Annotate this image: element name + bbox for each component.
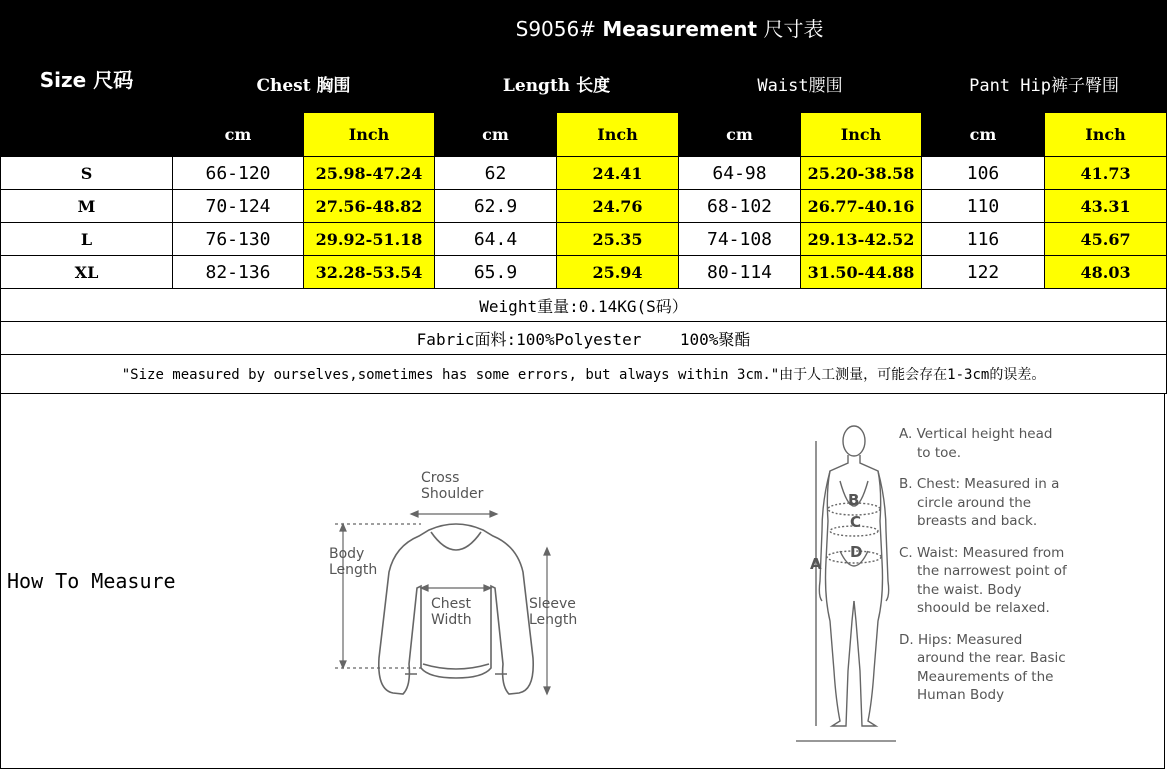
length-cm-cell: 64.4 <box>435 223 557 256</box>
size-cell: XL <box>1 256 173 289</box>
waist-cm-cell: 74-108 <box>679 223 801 256</box>
unit-inch: Inch <box>1045 113 1167 157</box>
chart-title <box>173 1 1167 54</box>
hip-cm-cell: 116 <box>922 223 1045 256</box>
waist-inch-cell: 26.77-40.16 <box>801 190 922 223</box>
length-group-header: Length 长度 <box>435 54 679 113</box>
waist-inch-cell: 29.13-42.52 <box>801 223 922 256</box>
hip-inch-cell: 43.31 <box>1045 190 1167 223</box>
marker-d: D <box>850 543 863 561</box>
waist-cm-cell: 64-98 <box>679 157 801 190</box>
chest-cm-cell: 82-136 <box>173 256 304 289</box>
length-inch-cell: 24.76 <box>557 190 679 223</box>
chest-group-header: Chest 胸围 <box>173 54 435 113</box>
hip-cm-cell: 122 <box>922 256 1045 289</box>
chest-inch-cell: 27.56-48.82 <box>304 190 435 223</box>
hip-cm-cell: 110 <box>922 190 1045 223</box>
unit-cm: cm <box>435 113 557 157</box>
chest-width-label-1: Chest <box>431 596 472 612</box>
disclaimer-note: "Size measured by ourselves,sometimes has some errors, but always within 3cm."由于人工测量，可能会存在1-3cm的误差。 <box>1 355 1167 394</box>
size-cell: M <box>1 190 173 223</box>
title-cn: 尺寸表 <box>763 16 824 41</box>
waist-cm-cell: 80-114 <box>679 256 801 289</box>
body-legend <box>899 425 1069 718</box>
length-cm-cell: 62 <box>435 157 557 190</box>
length-inch-cell: 25.35 <box>557 223 679 256</box>
hip-inch-cell: 45.67 <box>1045 223 1167 256</box>
sweater-diagram <box>321 468 591 708</box>
hip-group-header: Pant Hip裤子臀围 <box>922 54 1167 113</box>
chest-width-label-2: Width <box>431 612 472 628</box>
hip-inch-cell: 48.03 <box>1045 256 1167 289</box>
table-row <box>1 256 1167 289</box>
unit-inch: Inch <box>304 113 435 157</box>
waist-group-header: Waist腰围 <box>679 54 922 113</box>
legend-item-height: A. Vertical height head to toe. <box>899 426 1053 461</box>
how-to-measure-label: How To Measure <box>7 569 176 593</box>
hip-inch-cell: 41.73 <box>1045 157 1167 190</box>
body-length-label-2: Length <box>329 562 378 578</box>
title-bold: Measurement <box>602 16 758 41</box>
size-cell: S <box>1 157 173 190</box>
waist-inch-cell: 31.50-44.88 <box>801 256 922 289</box>
human-body-icon <box>796 426 896 741</box>
legend-item-chest: B. Chest: Measured in a circle around the breasts and back. <box>899 476 1060 529</box>
length-inch-cell: 24.41 <box>557 157 679 190</box>
body-length-label-1: Body <box>329 546 365 562</box>
unit-cm: cm <box>679 113 801 157</box>
legend-item-hips: D. Hips: Measured around the rear. Basic Meaurements of the Human Body <box>899 631 1066 703</box>
title-code: S9056# <box>515 16 596 41</box>
fabric-note: Fabric面料:100%Polyester 100%聚酯 <box>1 322 1167 355</box>
cross-shoulder-label-1: Cross <box>421 470 460 486</box>
legend-item-waist: C. Waist: Measured from the narrowest point of the waist. Body shoould be relaxed. <box>899 544 1067 616</box>
unit-inch: Inch <box>557 113 679 157</box>
unit-inch: Inch <box>801 113 922 157</box>
chest-inch-cell: 29.92-51.18 <box>304 223 435 256</box>
table-row <box>1 157 1167 190</box>
size-cell: L <box>1 223 173 256</box>
marker-a: A <box>810 555 822 573</box>
chest-cm-cell: 66-120 <box>173 157 304 190</box>
marker-b: B <box>848 491 860 509</box>
unit-cm: cm <box>922 113 1045 157</box>
waist-cm-cell: 68-102 <box>679 190 801 223</box>
cross-shoulder-label-2: Shoulder <box>421 486 484 502</box>
unit-cm: cm <box>173 113 304 157</box>
weight-note: Weight重量:0.14KG(S码） <box>1 289 1167 322</box>
table-row <box>1 190 1167 223</box>
chest-cm-cell: 70-124 <box>173 190 304 223</box>
length-inch-cell: 25.94 <box>557 256 679 289</box>
chest-inch-cell: 25.98-47.24 <box>304 157 435 190</box>
marker-c: C <box>850 513 862 531</box>
how-to-measure-section <box>0 393 1165 769</box>
sleeve-length-label-2: Length <box>529 612 578 628</box>
hip-cm-cell: 106 <box>922 157 1045 190</box>
chest-inch-cell: 32.28-53.54 <box>304 256 435 289</box>
sleeve-length-label-1: Sleeve <box>529 596 576 612</box>
size-header: Size 尺码 <box>1 1 173 157</box>
length-cm-cell: 65.9 <box>435 256 557 289</box>
length-cm-cell: 62.9 <box>435 190 557 223</box>
chest-cm-cell: 76-130 <box>173 223 304 256</box>
waist-inch-cell: 25.20-38.58 <box>801 157 922 190</box>
table-row <box>1 223 1167 256</box>
body-diagram <box>796 421 896 746</box>
